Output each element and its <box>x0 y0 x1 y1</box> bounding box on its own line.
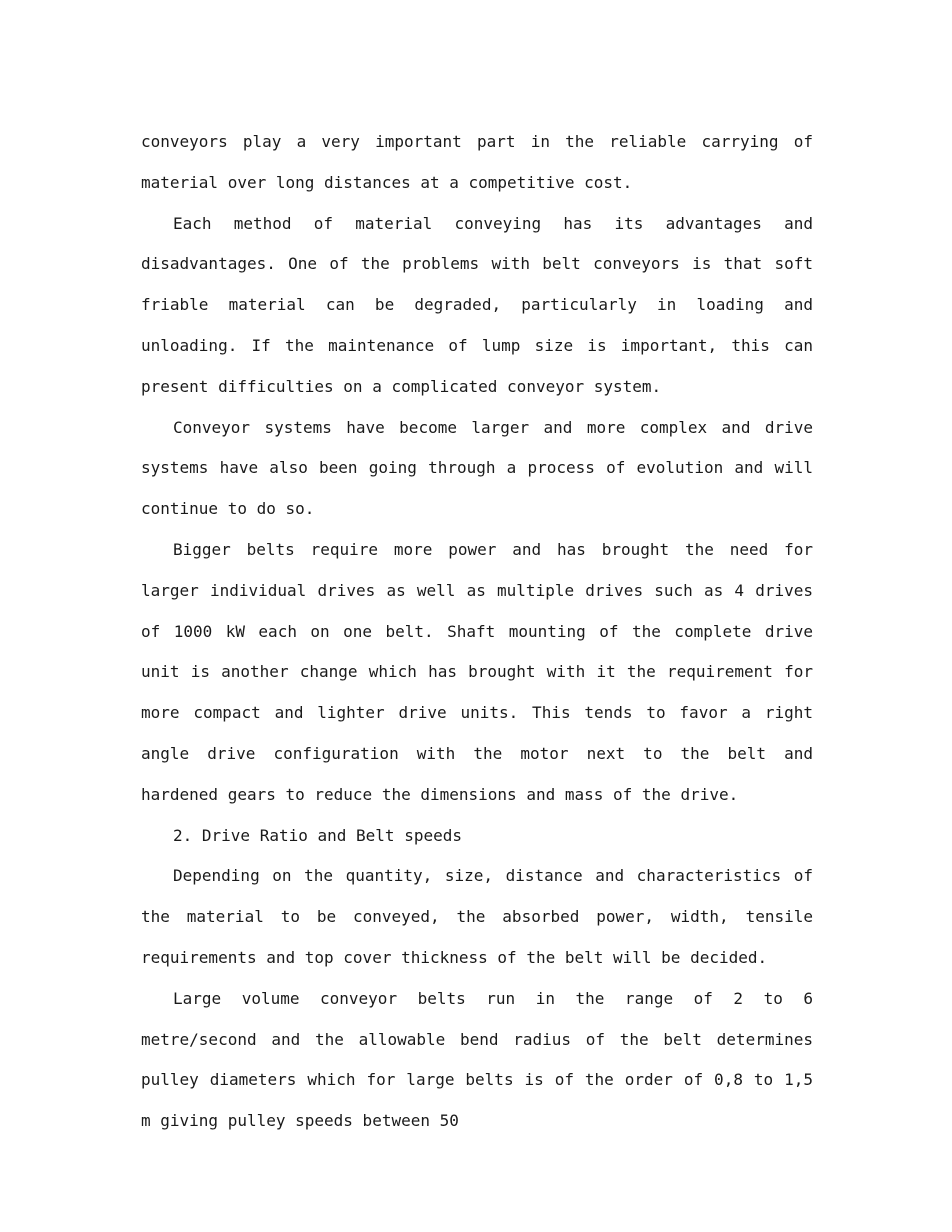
paragraph-belt-speeds: Large volume conveyor belts run in the range of 2 to 6 metre/second and the allowable bend radius of the belt determines pulley diameters which for large belts is of the order of 0,8 to 1,5 m giving pulley speeds between 50 <box>141 988 813 1131</box>
paragraph-depending: Depending on the quantity, size, distance and characteristics of the material to be conveyed, the absorbed power, width, tensile requirements and top cover thickness of the belt will be decided. <box>141 866 813 967</box>
document-body <box>141 122 813 1142</box>
section-heading-drive-ratio: 2. Drive Ratio and Belt speeds <box>173 825 462 845</box>
paragraph-evolution: Conveyor systems have become larger and more complex and drive systems have also been going through a process of evolution and will continue to do so. <box>141 417 813 519</box>
paragraph-conveyors-intro: conveyors play a very important part in the reliable carrying of material over long distances at a competitive cost. <box>141 132 813 192</box>
paragraph-bigger-belts: Bigger belts require more power and has brought the need for larger individual drives as well as multiple drives such as 4 drives of 1000 kW each on one belt. Shaft mounting of the complete drive unit is another change which has brought with it the requirement for more compact and lighter drive units. This tends to favor a right angle drive configuration with the motor next to the belt and hardened gears to reduce the dimensions and mass of the drive. <box>141 539 813 804</box>
paragraph-advantages: Each method of material conveying has its advantages and disadvantages. One of the problems with belt conveyors is that soft friable material can be degraded, particularly in loading and unloading. If the maintenance of lump size is important, this can present difficulties on a complicated conveyor system. <box>141 213 813 396</box>
